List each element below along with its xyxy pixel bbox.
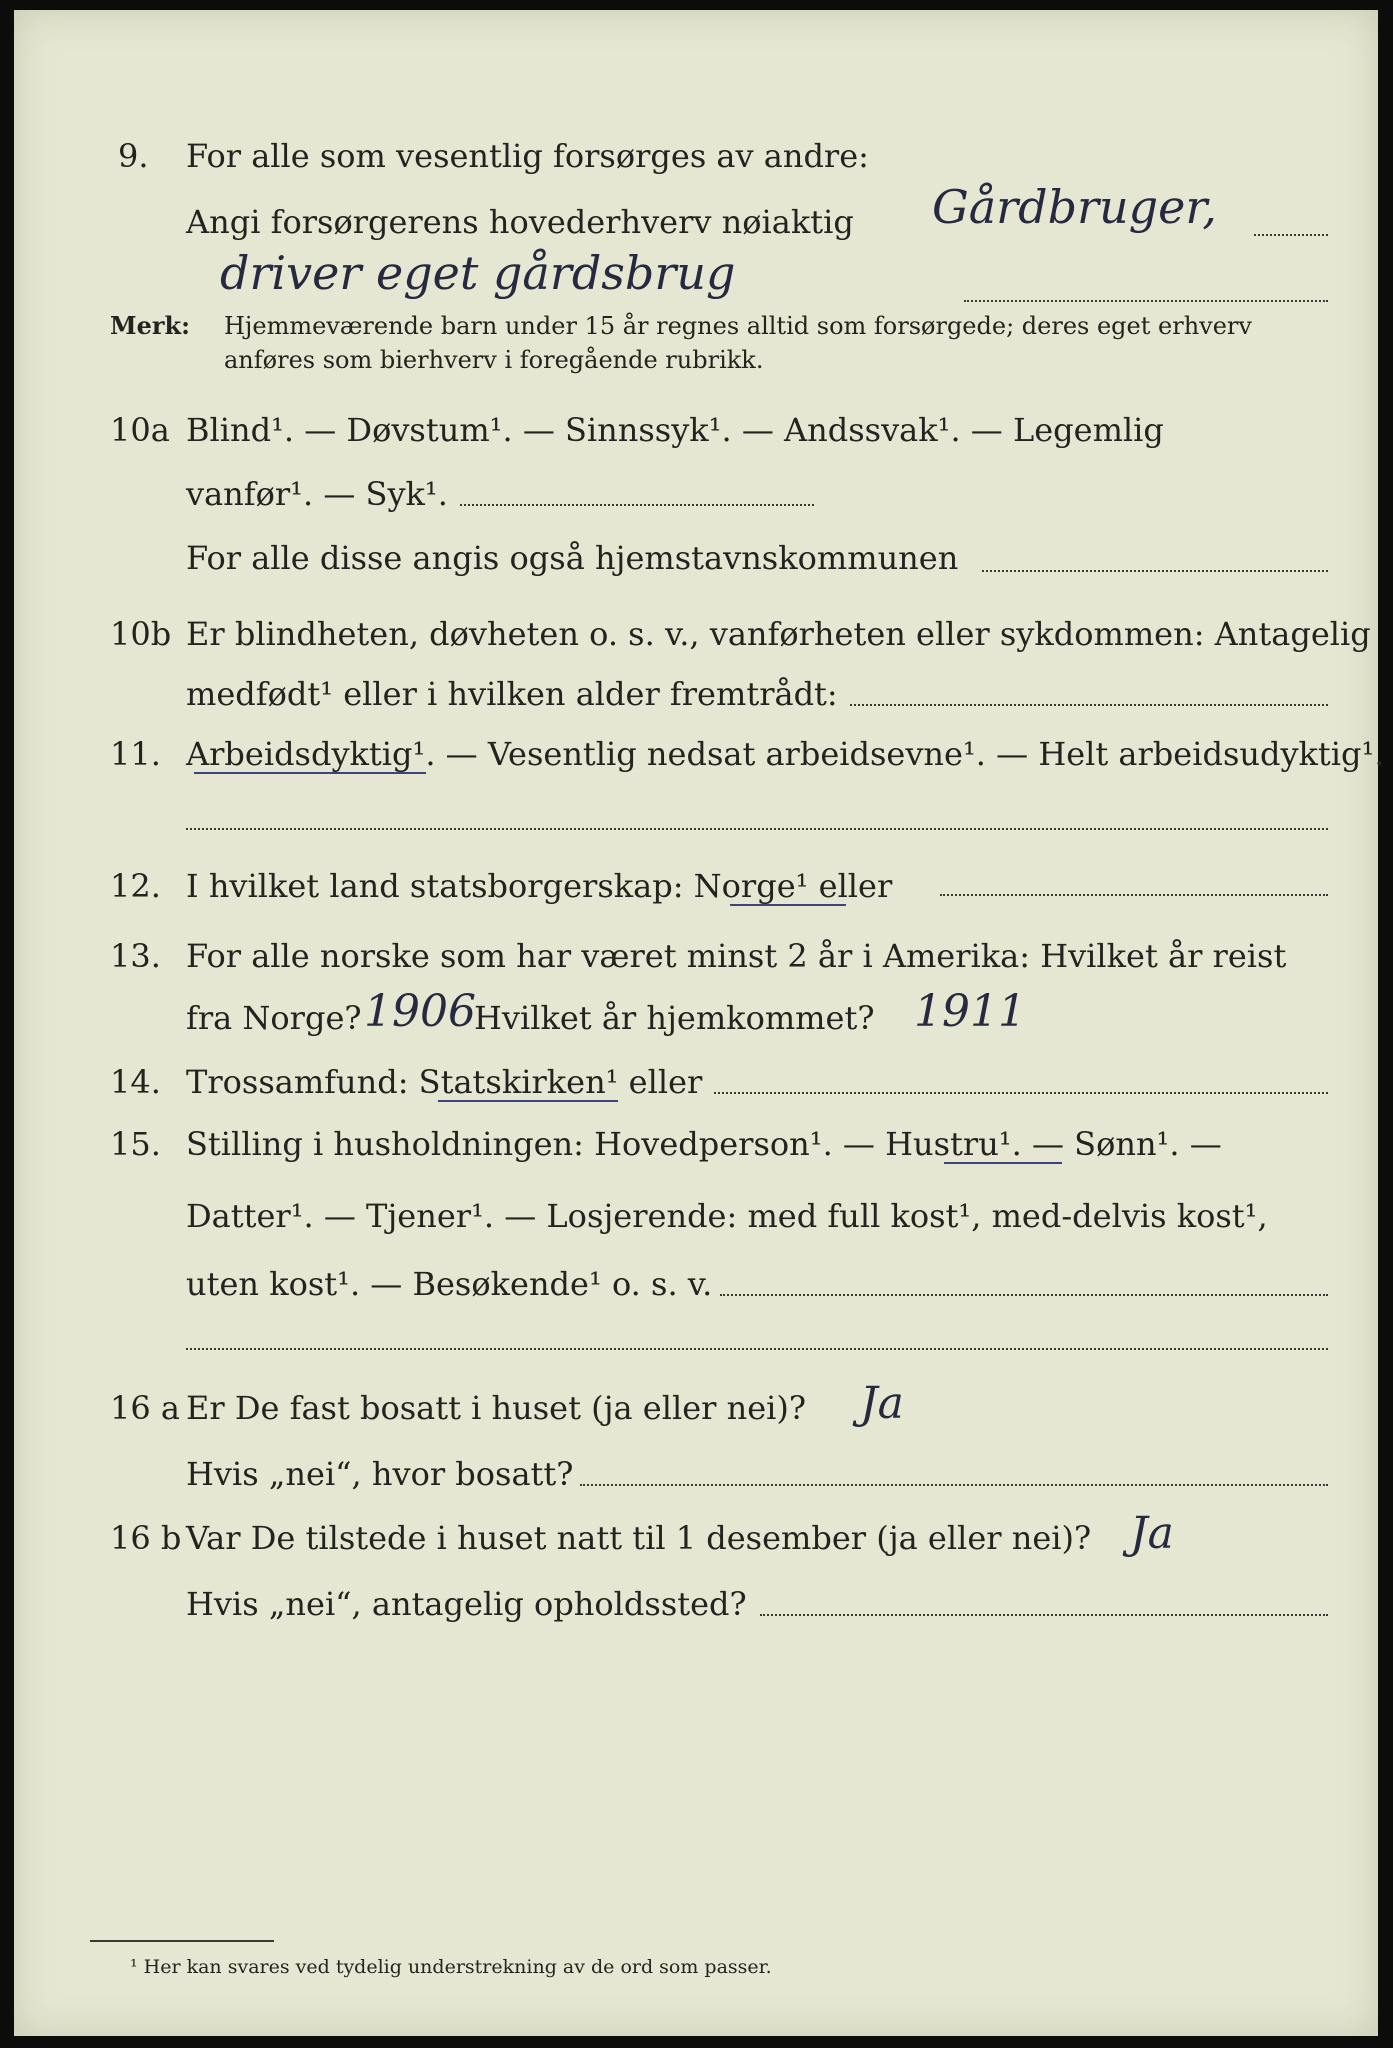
question-text: Stilling i husholdningen: Hovedperson¹. — Hustru¹. — Sønn¹. — xyxy=(186,1125,1222,1163)
question-text: For alle disse angis også hjemstavnskommunen xyxy=(186,539,959,577)
handwritten-answer: driver eget gårdsbrug xyxy=(220,246,736,300)
item-number: 10b xyxy=(110,615,172,653)
answer-line xyxy=(982,570,1328,572)
answer-line xyxy=(1254,234,1328,236)
question-text: uten kost¹. — Besøkende¹ o. s. v. xyxy=(186,1265,713,1303)
question-text: Datter¹. — Tjener¹. — Losjerende: med full kost¹, med-delvis kost¹, xyxy=(186,1197,1268,1235)
question-text: fra Norge? xyxy=(186,999,362,1037)
selected-underline xyxy=(730,904,846,906)
answer-line xyxy=(186,1348,1328,1350)
footnote-text: ¹ Her kan svares ved tydelig understrekning av de ord som passer. xyxy=(130,1956,772,1978)
form-page xyxy=(14,10,1385,2036)
question-text: Hvilket år hjemkommet? xyxy=(474,999,875,1037)
note-text: Hjemmeværende barn under 15 år regnes alltid som forsørgede; deres eget erhverv xyxy=(224,312,1252,340)
selected-underline xyxy=(944,1162,1062,1164)
item-number: 11. xyxy=(110,735,161,773)
handwritten-answer: Ja xyxy=(1130,1508,1174,1559)
answer-line xyxy=(580,1484,1328,1486)
item-number: 9. xyxy=(118,137,149,175)
question-text: I hvilket land statsborgerskap: Norge¹ eller xyxy=(186,867,893,905)
item-number: 16 b xyxy=(110,1519,182,1557)
answer-line xyxy=(850,704,1328,706)
footnote-rule xyxy=(90,1940,274,1942)
question-text: For alle som vesentlig forsørges av andre: xyxy=(186,137,869,175)
answer-line xyxy=(720,1294,1328,1296)
selected-underline xyxy=(438,1100,618,1102)
question-text: Var De tilstede i huset natt til 1 desember (ja eller nei)? xyxy=(186,1519,1092,1557)
item-number: 12. xyxy=(110,867,161,905)
question-text: Trossamfund: Statskirken¹ eller xyxy=(186,1063,703,1101)
question-text: Angi forsørgerens hovederhverv nøiaktig xyxy=(186,203,854,241)
note-label: Merk: xyxy=(110,311,190,340)
handwritten-answer: Ja xyxy=(860,1378,904,1429)
note-text: anføres som bierhverv i foregående rubrikk. xyxy=(224,346,764,374)
item-number: 16 a xyxy=(110,1389,180,1427)
question-text: Arbeidsdyktig¹. — Vesentlig nedsat arbeidsevne¹. — Helt arbeidsudyktig¹. xyxy=(186,735,1385,773)
question-text: Blind¹. — Døvstum¹. — Sinnssyk¹. — Andssvak¹. — Legemlig xyxy=(186,411,1164,449)
question-text: For alle norske som har været minst 2 år i Amerika: Hvilket år reist xyxy=(186,937,1287,975)
answer-line xyxy=(940,894,1328,896)
question-text: Er blindheten, døvheten o. s. v., vanførheten eller sykdommen: Antagelig xyxy=(186,615,1371,653)
answer-line xyxy=(760,1614,1328,1616)
handwritten-answer: 1906 xyxy=(364,986,476,1037)
question-text: vanfør¹. — Syk¹. xyxy=(186,475,448,513)
item-number: 13. xyxy=(110,937,161,975)
item-number: 15. xyxy=(110,1125,161,1163)
question-text: medfødt¹ eller i hvilken alder fremtrådt: xyxy=(186,675,838,713)
handwritten-answer: Gårdbruger, xyxy=(932,180,1217,234)
question-text: Er De fast bosatt i huset (ja eller nei)? xyxy=(186,1389,807,1427)
answer-line xyxy=(186,828,1328,830)
answer-line xyxy=(460,504,814,506)
question-text: Hvis „nei“, antagelig opholdssted? xyxy=(186,1585,747,1623)
answer-line xyxy=(964,300,1328,302)
question-text: Hvis „nei“, hvor bosatt? xyxy=(186,1455,574,1493)
item-number: 10a xyxy=(110,411,170,449)
handwritten-answer: 1911 xyxy=(914,986,1026,1037)
answer-line xyxy=(714,1092,1328,1094)
item-number: 14. xyxy=(110,1063,161,1101)
selected-underline xyxy=(194,772,426,774)
